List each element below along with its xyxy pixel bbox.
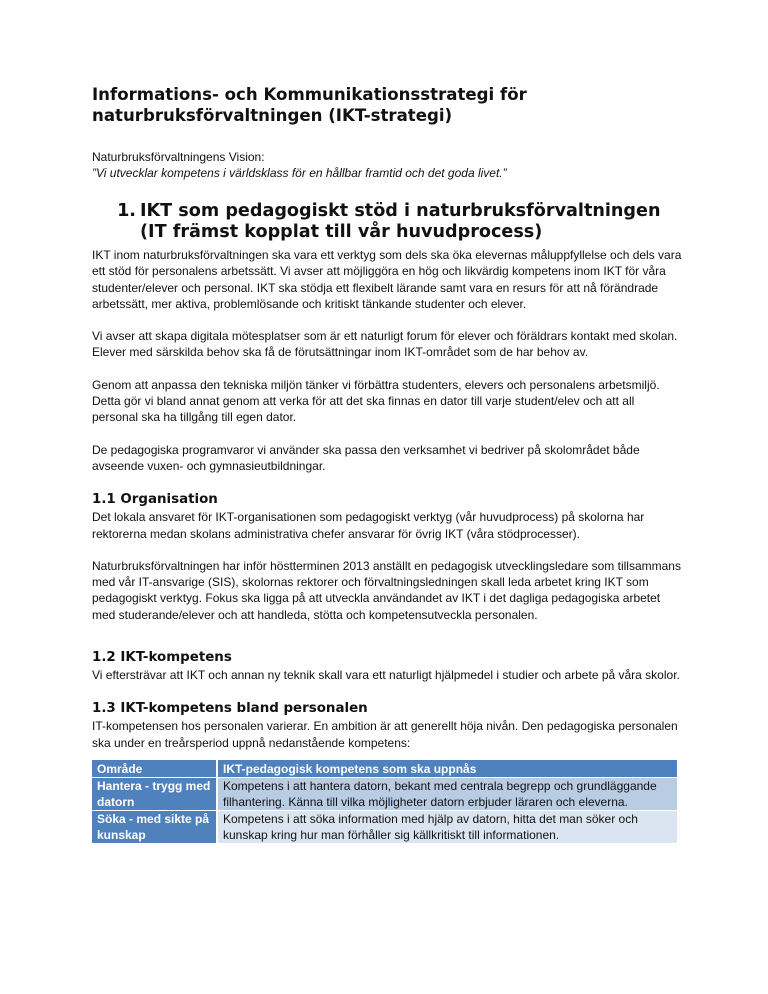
section-1-paragraph: De pedagogiska programvaror vi använder ska passa den verksamhet vi bedriver på skolområdet både avseende vuxen- och gymnasieutbildningar. bbox=[92, 442, 640, 473]
table-row bbox=[92, 810, 677, 843]
table-cell-description: Kompetens i att hantera datorn, bekant med centrala begrepp och grundläggande filhantering. Känna till vilka möjligheter datorn erbjuder läraren och eleverna. bbox=[217, 777, 677, 810]
section-1-paragraph: IKT inom naturbruksförvaltningen ska vara ett verktyg som dels ska öka elevernas måluppfyllelse och dels vara ett stöd för personalens arbetssätt. Vi avser att möjliggöra en hög och likvärdig kompetens inom IKT för våra studenter/elever och personal. IKT ska stödja ett flexibelt lärande samt vara en resurs för att nå förändrade arbetssätt, mer aktiva, problemlösande och kritiskt tänkande studenter och elever. bbox=[92, 248, 682, 311]
section-1-paragraph: Vi avser att skapa digitala mötesplatser som är ett naturligt forum för elever och föräldrars kontakt med skolan. Elever med särskilda behov ska få de förutsättningar inom IKT-området som de har behov av. bbox=[92, 329, 678, 360]
table-cell-description: Kompetens i att söka information med hjälp av datorn, hitta det man söker och kunskap kring hur man förhåller sig källkritiskt till informationen. bbox=[217, 810, 677, 843]
document-title bbox=[92, 84, 682, 126]
vision-label: Naturbruksförvaltningens Vision: bbox=[92, 150, 265, 164]
table-cell-area: Hantera - trygg med datorn bbox=[92, 777, 217, 810]
section-1-heading bbox=[92, 201, 682, 243]
table-cell-area: Söka - med sikte på kunskap bbox=[92, 810, 217, 843]
section-1-paragraph: Genom att anpassa den tekniska miljön tänker vi förbättra studenters, elevers och personalens arbetsmiljö. Detta gör vi bland annat genom att verka för att det ska finnas en dator till varje student/elev och att all personal ska ha tillgång till egen dator. bbox=[92, 377, 660, 425]
section-1-number: 1. bbox=[117, 201, 136, 221]
table-header-area: Område bbox=[92, 760, 217, 778]
section-1-1-paragraph: Naturbruksförvaltningen har inför höstterminen 2013 anställt en pedagogisk utvecklingsledare som tillsammans med vår IT-ansvarige (SIS), skolornas rektorer och förvaltningsledningen skall leda arbetet kring IKT som pedagogiskt verktyg. Fokus ska ligga på att utveckla användandet av IKT i det dagliga pedagogiska arbetet med studerande/elever och att handleda, stötta och kompetensutveckla personalen. bbox=[92, 558, 681, 622]
section-1-1-heading: 1.1 Organisation bbox=[92, 492, 218, 508]
document-page bbox=[92, 84, 682, 843]
table-header-row bbox=[92, 760, 677, 778]
document-title-line1: Informations- och Kommunikationsstrategi för bbox=[92, 85, 527, 104]
document-title-line2: naturbruksförvaltningen (IKT-strategi) bbox=[92, 106, 453, 125]
section-1-3-paragraph: IT-kompetensen hos personalen varierar. En ambition är att generellt höja nivån. Den pedagogiska personalen ska under en treårsperiod uppnå nedanstående kompetens: bbox=[92, 719, 678, 750]
section-1-heading-text: IKT som pedagogiskt stöd i naturbruksförvaltningen (IT främst kopplat till vår huvudprocess) bbox=[140, 201, 661, 242]
section-1-2-paragraph: Vi eftersträvar att IKT och annan ny teknik skall vara ett naturligt hjälpmedel i studier och arbete på våra skolor. bbox=[92, 668, 680, 683]
table-row bbox=[92, 777, 677, 810]
section-1-3-heading: 1.3 IKT-kompetens bland personalen bbox=[92, 701, 368, 717]
section-1-2-heading: 1.2 IKT-kompetens bbox=[92, 650, 232, 666]
section-1-1-paragraph: Det lokala ansvaret för IKT-organisationen som pedagogiskt verktyg (vår huvudprocess) på skolorna har rektorerna medan skolans administrativa chefer ansvarar för övrig IKT (våra stödprocesser). bbox=[92, 510, 645, 541]
competence-table bbox=[92, 760, 677, 843]
table-header-competence: IKT-pedagogisk kompetens som ska uppnås bbox=[217, 760, 677, 778]
vision-quote: ”Vi utvecklar kompetens i världsklass för en hållbar framtid och det goda livet.” bbox=[92, 166, 507, 180]
